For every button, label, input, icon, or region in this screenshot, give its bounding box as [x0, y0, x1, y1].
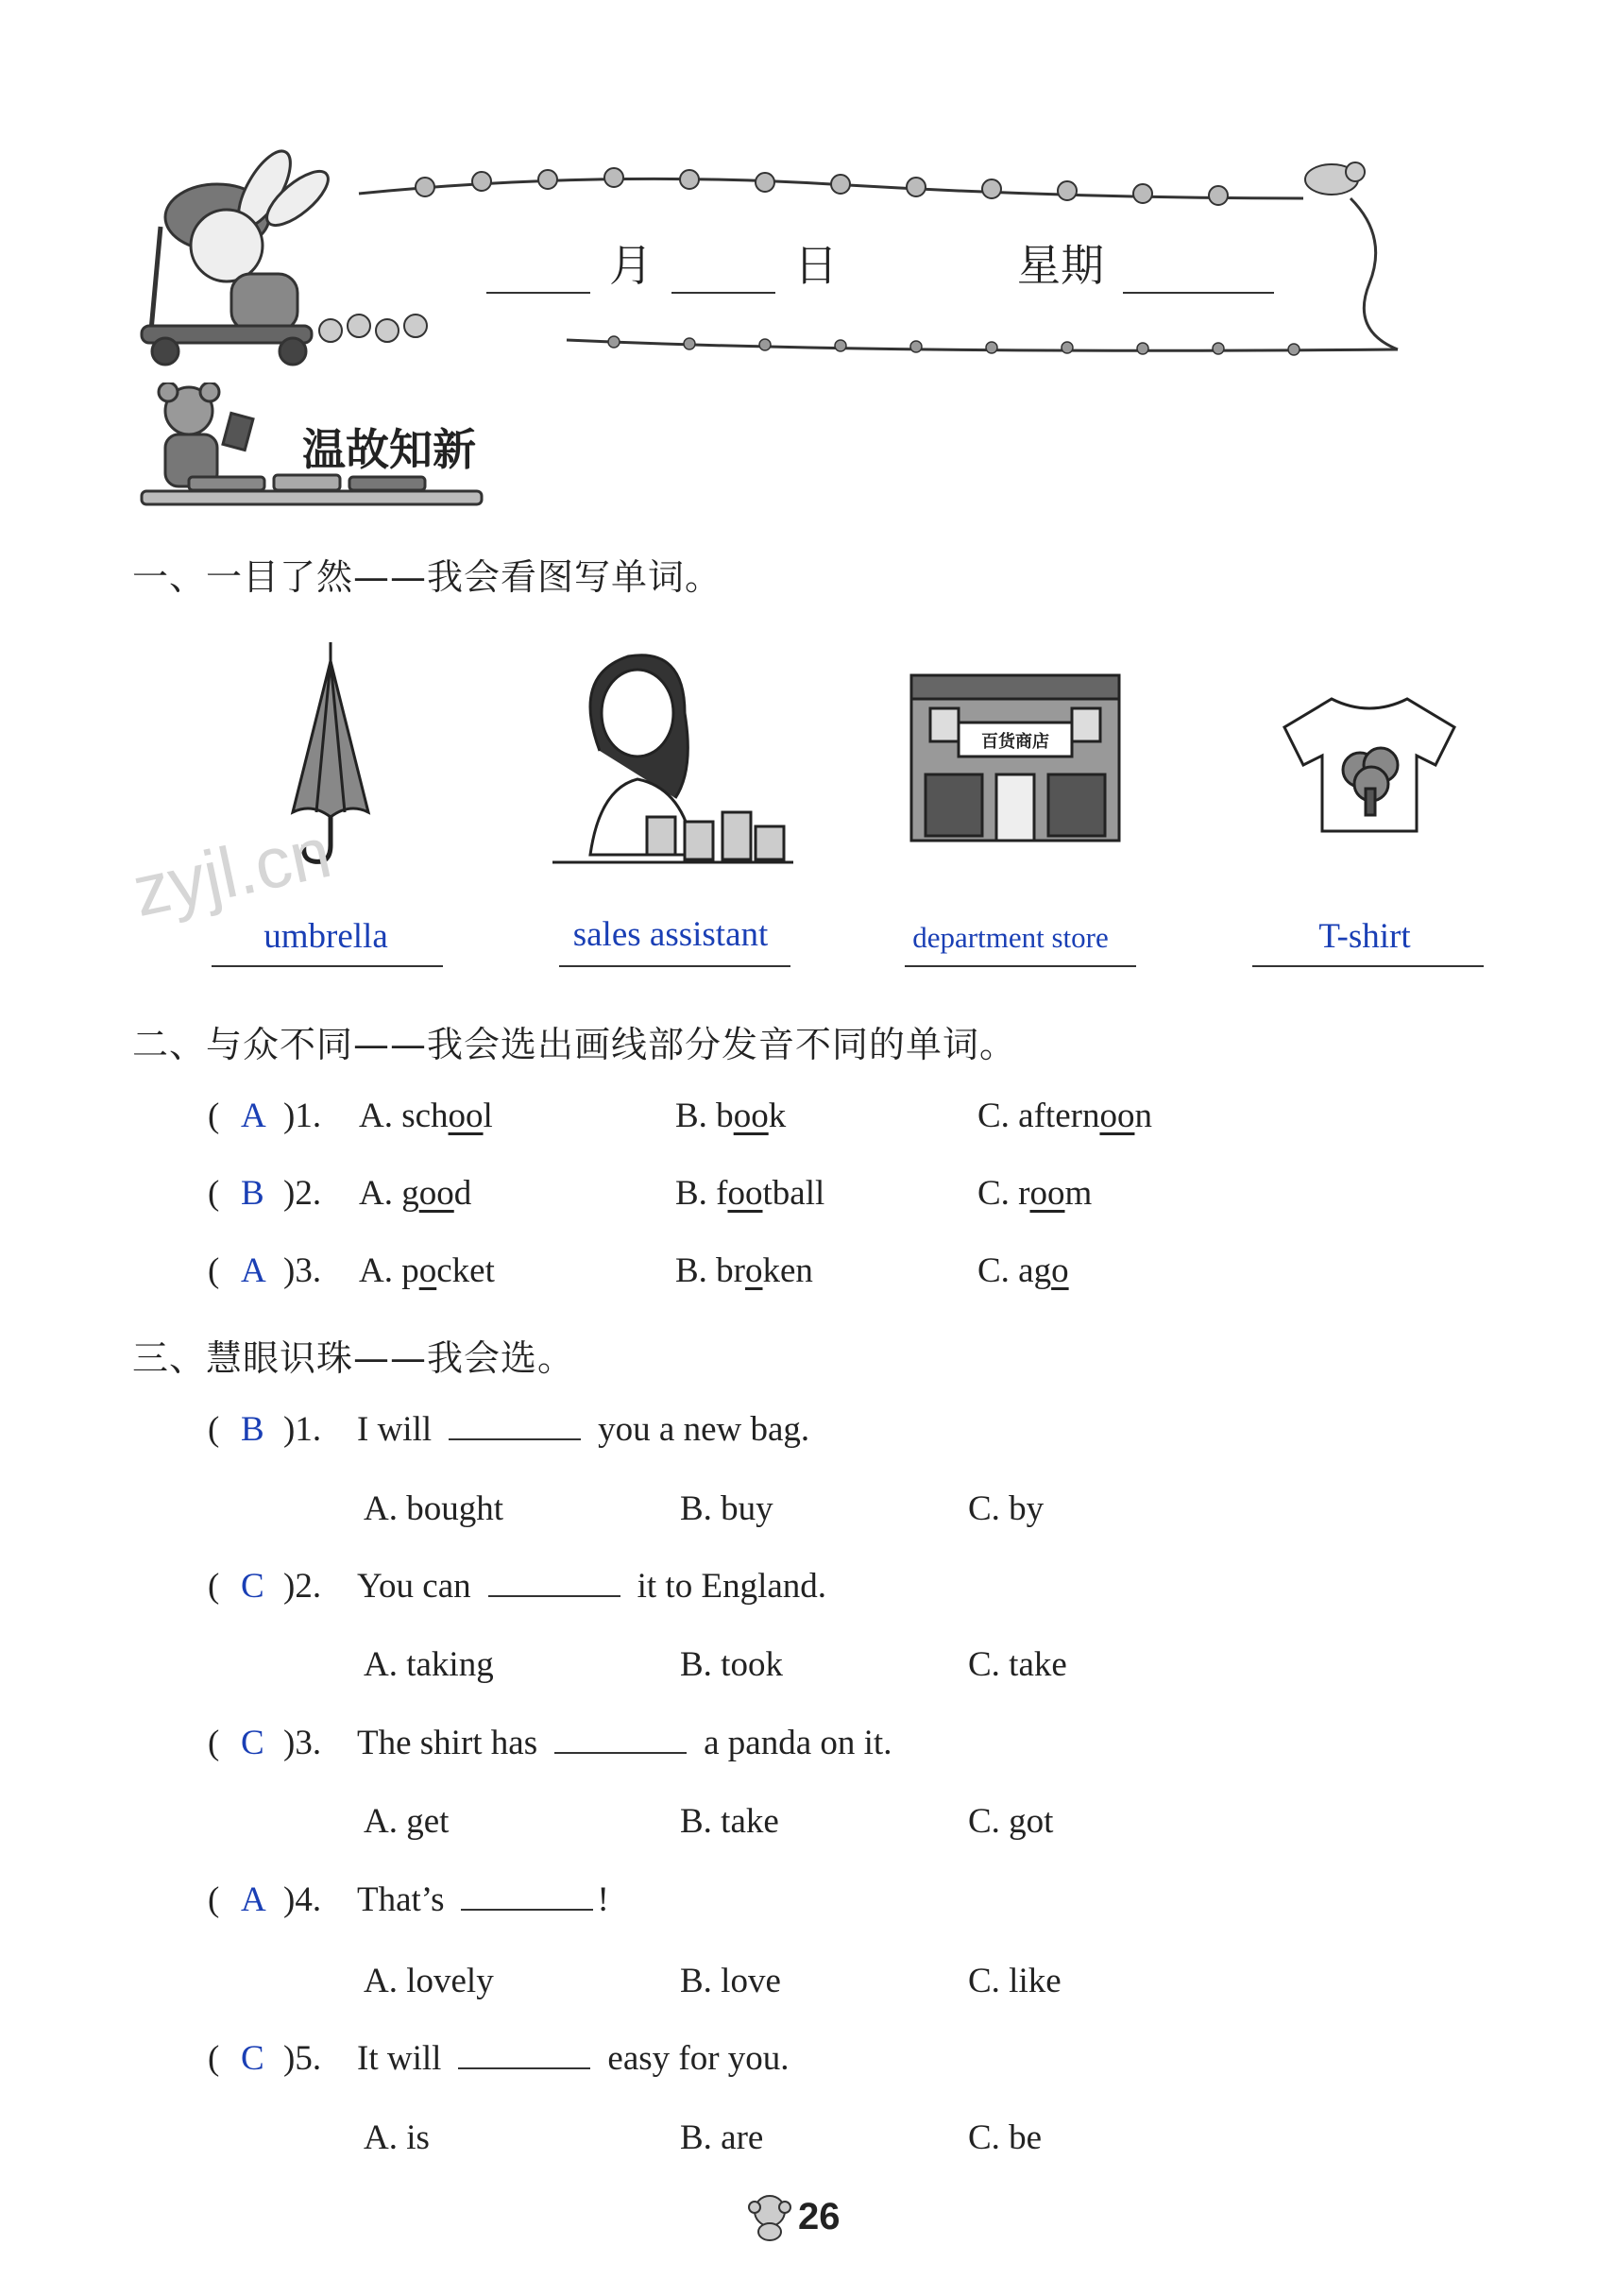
part3-question-3: ( C )3. The shirt has a panda on it.: [208, 1724, 892, 1762]
part3-heading: 三、慧眼识珠——我会选。: [132, 1337, 575, 1379]
option-a[interactable]: A. bought: [364, 1489, 503, 1528]
option-a[interactable]: A. is: [364, 2118, 430, 2157]
part3-answer-3[interactable]: C: [241, 1724, 264, 1762]
answer-line-2[interactable]: [559, 965, 790, 967]
option-c[interactable]: C. room: [977, 1174, 1093, 1213]
question-text-end: a panda on it.: [704, 1724, 892, 1762]
option-b[interactable]: B. football: [675, 1174, 825, 1213]
question-text-end: !: [597, 1880, 609, 1919]
option-b[interactable]: B. buy: [680, 1489, 773, 1528]
monkey-footer-icon: [741, 2186, 798, 2243]
part2-question-2: ( B )2. A. good B. football C. room: [208, 1174, 1093, 1213]
answer-tshirt: T-shirt: [1318, 917, 1411, 956]
part2-answer-2[interactable]: B: [241, 1174, 264, 1213]
month-label: 月: [609, 240, 653, 291]
answer-blank[interactable]: [449, 1410, 581, 1440]
option-a[interactable]: A. good: [359, 1174, 472, 1213]
page-number: 26: [798, 2196, 841, 2237]
option-a[interactable]: A. pocket: [359, 1251, 495, 1290]
bird-icon: [1305, 162, 1365, 195]
date-row: [486, 231, 1274, 294]
part3-answer-4[interactable]: A: [241, 1880, 266, 1919]
section-title: 温故知新: [302, 424, 476, 475]
option-a[interactable]: A. lovely: [364, 1962, 494, 2000]
answer-blank[interactable]: [458, 2039, 590, 2069]
question-text-end: it to England.: [637, 1567, 827, 1606]
day-label: 日: [794, 240, 838, 291]
part3-options-4: [208, 1961, 1436, 2008]
part3-question-1: ( B )1. I will you a new bag.: [208, 1410, 810, 1449]
option-c[interactable]: C. got: [968, 1802, 1054, 1841]
answer-line-3[interactable]: [905, 965, 1136, 967]
question-text-end: you a new bag.: [598, 1410, 810, 1449]
answer-umbrella: umbrella: [263, 917, 388, 956]
part3-question-2: ( C )2. You can it to England.: [208, 1567, 827, 1606]
part3-options-2: [208, 1644, 1436, 1692]
answer-blank[interactable]: [488, 1567, 620, 1597]
part2-answer-3[interactable]: A: [241, 1251, 266, 1290]
question-text: You can: [357, 1567, 471, 1606]
option-c[interactable]: C. by: [968, 1489, 1045, 1528]
option-b[interactable]: B. love: [680, 1962, 781, 2000]
sales-assistant-icon: [543, 638, 798, 874]
question-text-end: easy for you.: [607, 2039, 790, 2078]
part3-answer-2[interactable]: C: [241, 1567, 264, 1606]
option-c[interactable]: C. like: [968, 1962, 1062, 2000]
question-text: The shirt has: [357, 1724, 538, 1762]
part3-answer-5[interactable]: C: [241, 2039, 264, 2078]
part2-question-1: ( A )1. A. school B. book C. afternoon: [208, 1097, 1152, 1135]
part3-answer-1[interactable]: B: [241, 1410, 264, 1449]
answer-blank[interactable]: [554, 1724, 687, 1754]
part3-options-1: [208, 1488, 1436, 1536]
part3-question-4: ( A )4. That’s !: [208, 1880, 609, 1919]
answer-line-1[interactable]: [212, 965, 443, 967]
part1-heading: 一、一目了然——我会看图写单词。: [132, 556, 722, 598]
answer-department-store: department store: [912, 921, 1109, 954]
option-a[interactable]: A. school: [359, 1097, 493, 1135]
option-c[interactable]: C. be: [968, 2118, 1043, 2157]
department-store-icon: [902, 666, 1129, 845]
option-a[interactable]: A. get: [364, 1802, 450, 1841]
day-blank[interactable]: [671, 250, 775, 294]
month-blank[interactable]: [486, 250, 590, 294]
option-b[interactable]: B. broken: [675, 1251, 813, 1290]
option-c[interactable]: C. ago: [977, 1251, 1069, 1290]
question-text: It will: [357, 2039, 442, 2078]
tshirt-icon: [1275, 689, 1464, 841]
option-b[interactable]: B. book: [675, 1097, 787, 1135]
answer-line-4[interactable]: [1252, 965, 1484, 967]
store-sign: 百货商店: [981, 732, 1049, 752]
option-c[interactable]: C. take: [968, 1645, 1067, 1684]
weekday-label: 星期: [1017, 240, 1104, 291]
bunny-scooter-icon: [142, 144, 336, 365]
part3-options-5: [208, 2117, 1436, 2165]
watermark: zyjl.cn: [126, 811, 338, 933]
option-c[interactable]: C. afternoon: [977, 1097, 1152, 1135]
part2-question-3: ( A )3. A. pocket B. broken C. ago: [208, 1251, 1069, 1290]
part2-answer-1[interactable]: A: [241, 1097, 266, 1135]
answer-sales-assistant: sales assistant: [572, 915, 769, 954]
question-text: I will: [357, 1410, 433, 1449]
part2-heading: 二、与众不同——我会选出画线部分发音不同的单词。: [132, 1024, 1017, 1065]
answer-blank[interactable]: [461, 1880, 593, 1911]
option-b[interactable]: B. take: [680, 1802, 779, 1841]
part3-options-3: [208, 1801, 1436, 1848]
question-text: That’s: [357, 1880, 445, 1919]
weekday-blank[interactable]: [1123, 250, 1274, 294]
option-b[interactable]: B. took: [680, 1645, 783, 1684]
option-b[interactable]: B. are: [680, 2118, 764, 2157]
option-a[interactable]: A. taking: [364, 1645, 494, 1684]
part3-question-5: ( C )5. It will easy for you.: [208, 2039, 790, 2078]
